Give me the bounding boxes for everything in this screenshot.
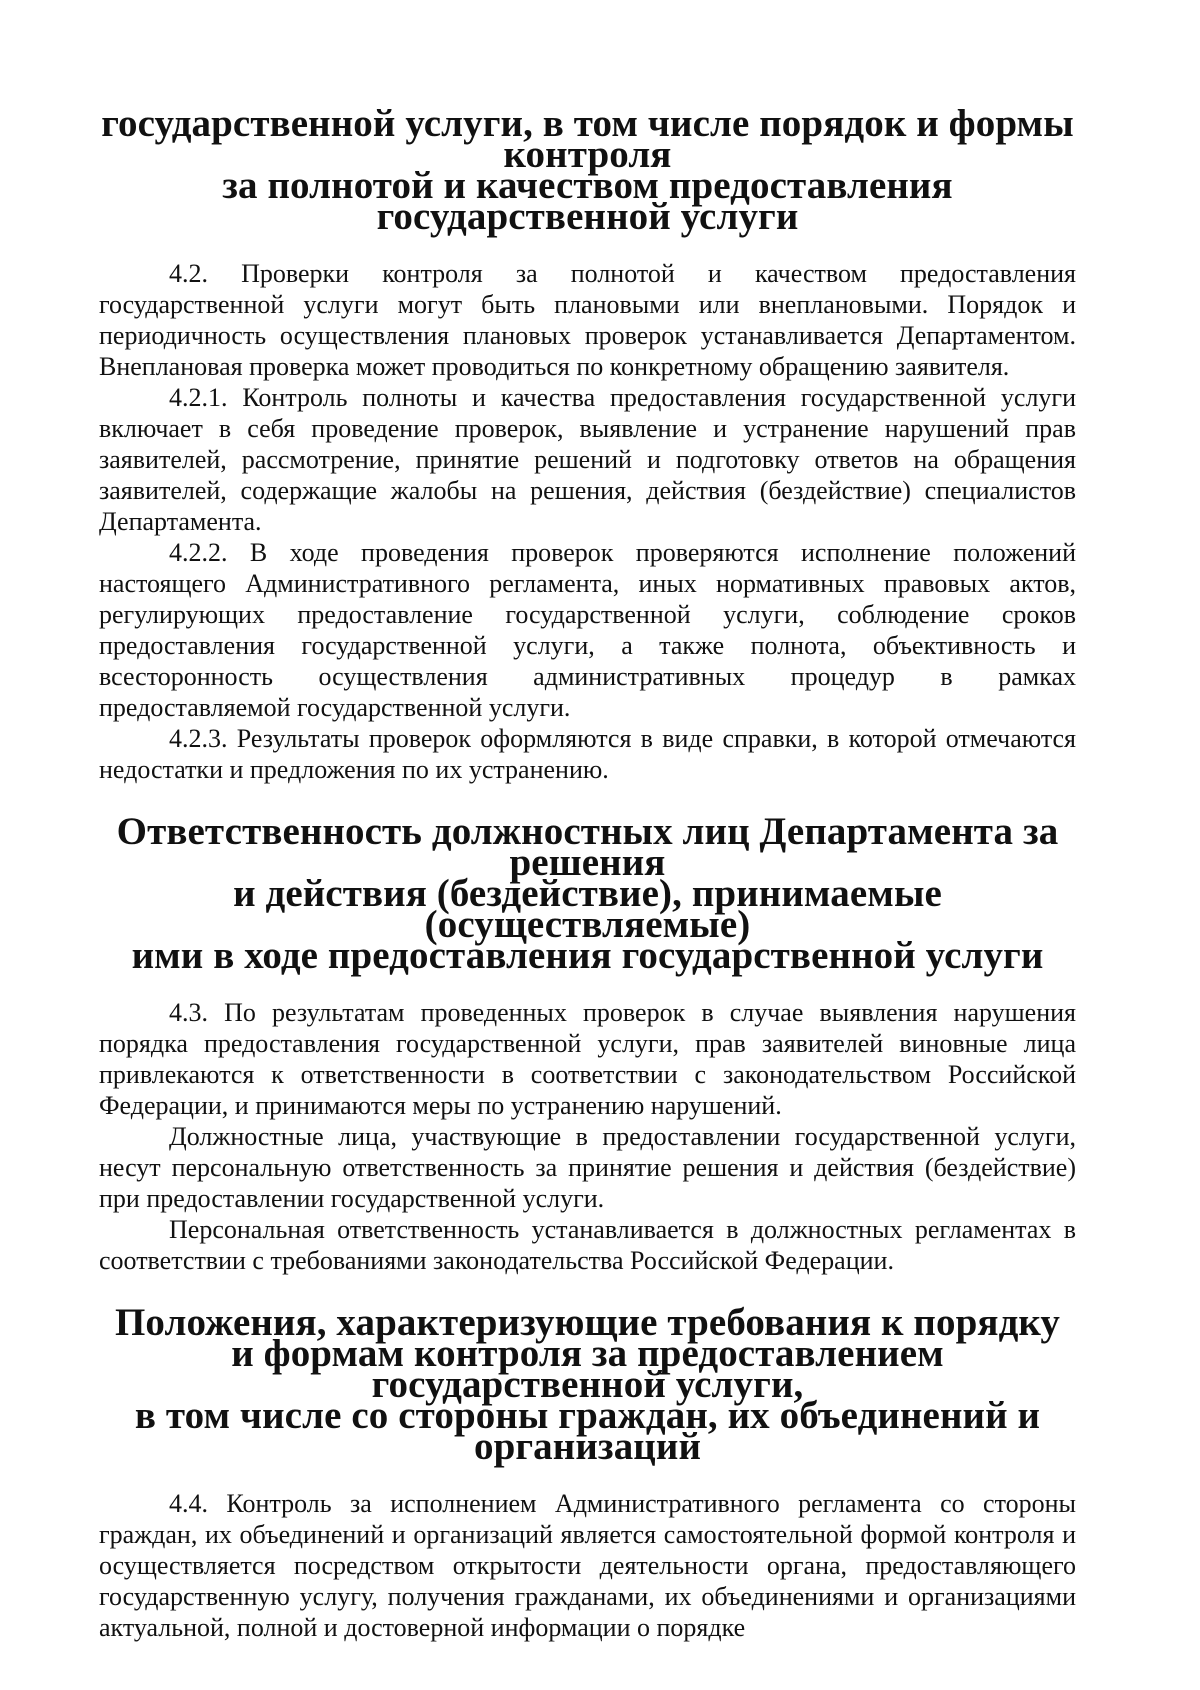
section-heading-responsibility (99, 810, 1076, 977)
paragraph-4-2-2: 4.2.2. В ходе проведения проверок проверяются исполнение положений настоящего Административного регламента, иных нормативных правовых актов, регулирующих предоставление государственной услуги, соблюдение сроков предоставления государственной услуги, а также полнота, объективность и всесторонность осуществления административных процедур в рамках предоставляемой государственной услуги. (99, 538, 1076, 722)
heading-line: Ответственность должностных лиц Департамента за решения (116, 810, 1059, 884)
paragraph-job-regulations: Персональная ответственность устанавливается в должностных регламентах в соответствии с требованиями законодательства Российской Федерации. (99, 1215, 1076, 1275)
section-heading-control-forms (99, 102, 1076, 238)
paragraph-4-2-1: 4.2.1. Контроль полноты и качества предоставления государственной услуги включает в себя проведение проверок, выявление и устранение нарушений прав заявителей, рассмотрение, принятие решений и подготовку ответов на обращения заявителей, содержащие жалобы на решения, действия (бездействие) специалистов Департамента. (99, 383, 1076, 536)
paragraph-4-2-3: 4.2.3. Результаты проверок оформляются в виде справки, в которой отмечаются недостатки и предложения по их устранению. (99, 724, 1076, 784)
heading-line: Положения, характеризующие требования к порядку (114, 1301, 1061, 1344)
paragraph-4-3: 4.3. По результатам проведенных проверок в случае выявления нарушения порядка предоставления государственной услуги, прав заявителей виновные лица привлекаются к ответственности в соответствии с законодательством Российской Федерации, и принимаются меры по устранению нарушений. (99, 998, 1076, 1120)
heading-line: ими в ходе предоставления государственной услуги (131, 934, 1044, 977)
heading-line: государственной услуги, в том числе порядок и формы контроля (101, 102, 1074, 176)
paragraph-4-4: 4.4. Контроль за исполнением Административного регламента со стороны граждан, их объединений и организаций является самостоятельной формой контроля и осуществляется посредством открытости деятельности органа, предоставляющего государственную услугу, получения гражданами, их объединениями и организациями актуальной, полной и достоверной информации о порядке (99, 1489, 1076, 1642)
paragraph-4-2: 4.2. Проверки контроля за полнотой и качеством предоставления государственной услуги могут быть плановыми или внеплановыми. Порядок и периодичность осуществления плановых проверок устанавливается Департаментом. Внеплановая проверка может проводиться по конкретному обращению заявителя. (99, 259, 1076, 381)
paragraph-personal-liability: Должностные лица, участвующие в предоставлении государственной услуги, несут персональную ответственность за принятие решения и действия (бездействие) при предоставлении государственной услуги. (99, 1122, 1076, 1213)
heading-line: за полнотой и качеством предоставления государственной услуги (222, 164, 953, 238)
heading-line: и действия (бездействие), принимаемые (осуществляемые) (233, 872, 942, 946)
section-heading-citizen-control (99, 1301, 1076, 1468)
heading-line: и формам контроля за предоставлением государственной услуги, (231, 1332, 944, 1406)
heading-line: в том числе со стороны граждан, их объединений и организаций (134, 1394, 1041, 1468)
